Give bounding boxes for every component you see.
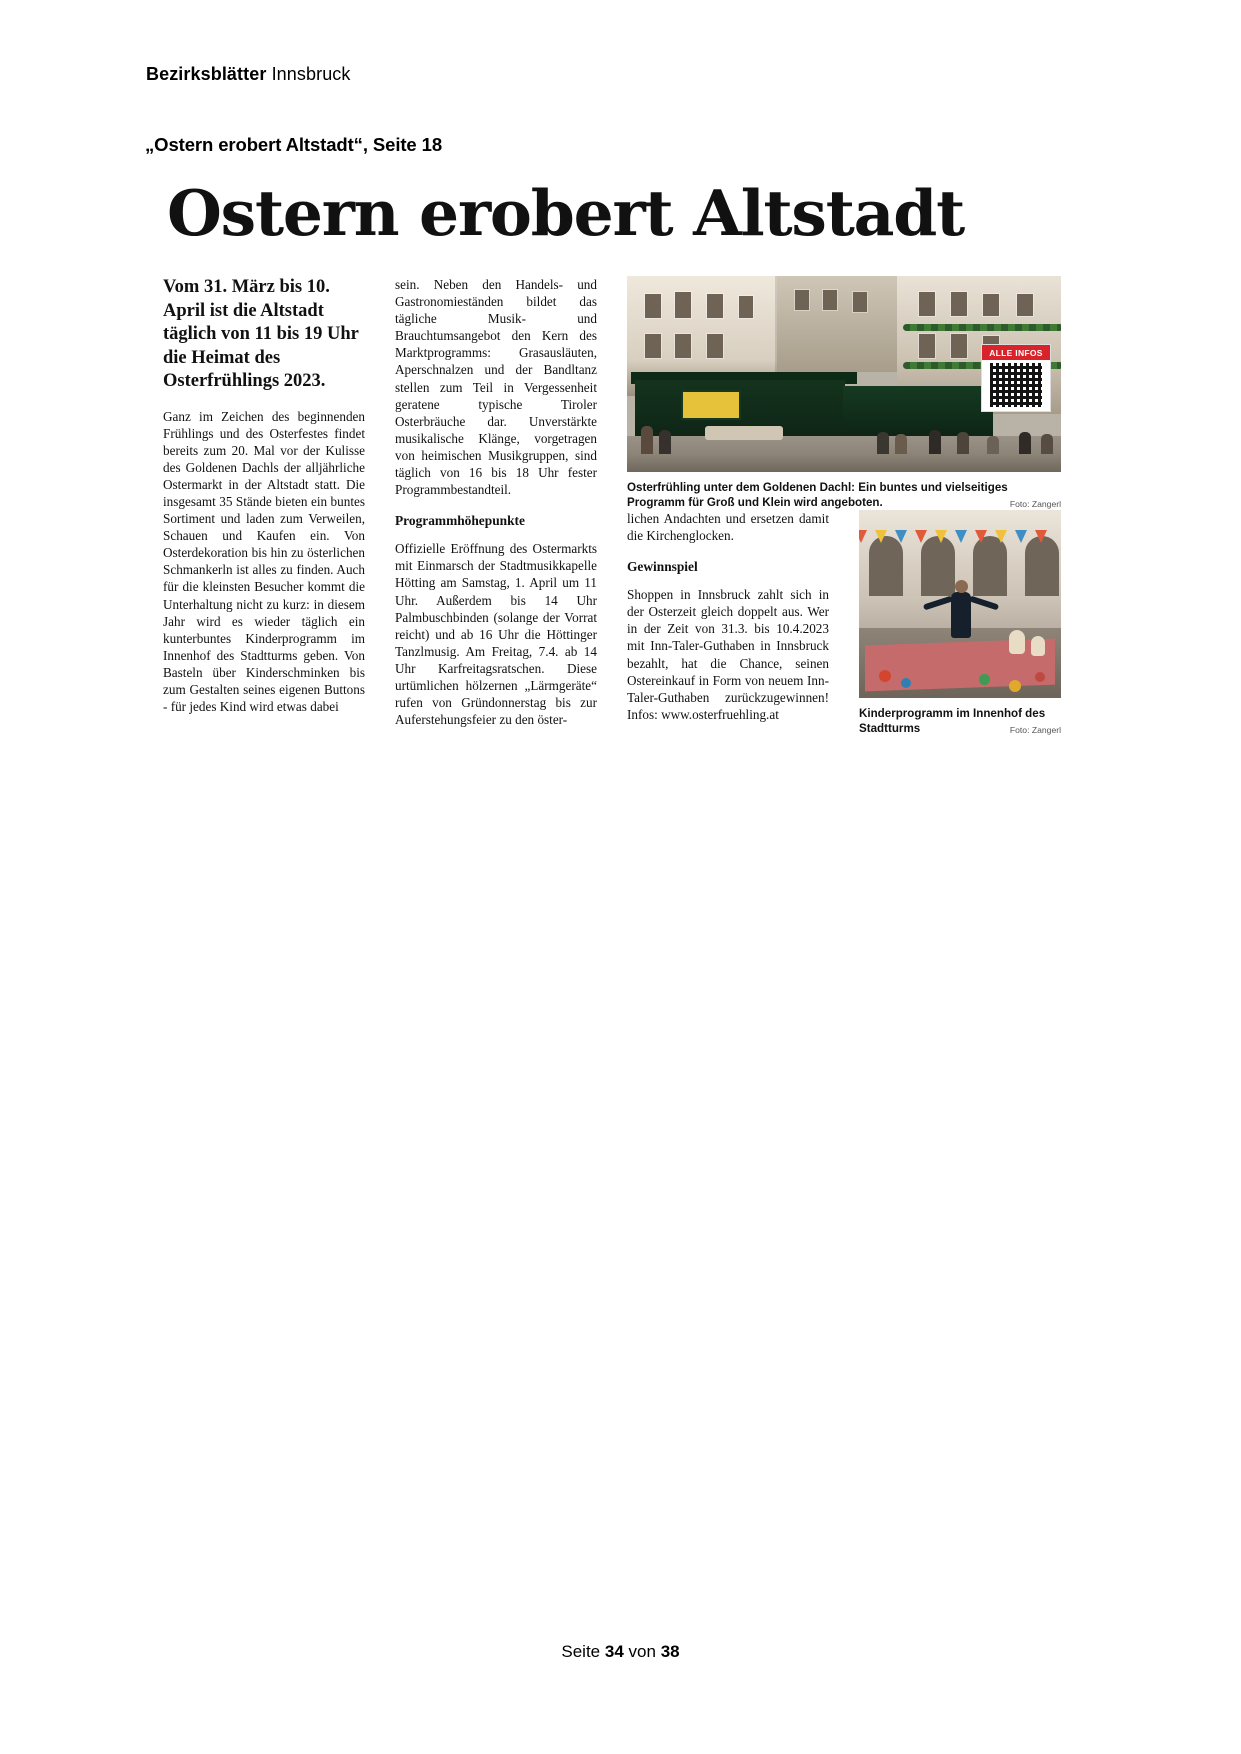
qr-code-badge[interactable]: [981, 344, 1051, 412]
article-col2-paragraph-2: Offizielle Eröffnung des Ostermarkts mit Einmarsch der Stadtmusikkapelle Hötting am Samstag, 1. April um 11 Uhr. Außerdem bis 14 Uhr Palmbuschbinden (solange der Vorrat reicht) und ab 16 Uhr die Höttinger Tanzlmusig. Am Freitag, 7.4. ab 14 Uhr Karfreitagsratschen. Diese urtümlichen hölzernen „Lärmgeräte“ rufen von Gründonnerstag bis zur Auferstehungsfeier zu den öster-: [395, 541, 597, 728]
photo-credit: Foto: Zangerl: [1009, 725, 1061, 736]
caption-text: Osterfrühling unter dem Goldenen Dachl: Ein buntes und vielseitiges Programm für Groß und Klein wird angeboten.: [627, 481, 1008, 510]
footer-prefix: Seite: [561, 1642, 601, 1661]
footer-page-number: 34: [604, 1642, 624, 1661]
photo-window: [983, 294, 999, 316]
article-column-2: [395, 276, 597, 728]
running-head-edition: Innsbruck: [271, 64, 351, 84]
footer-total-pages: 38: [660, 1642, 680, 1661]
article-column-3: [627, 510, 829, 723]
article-subhead-gewinnspiel: Gewinnspiel: [627, 559, 698, 575]
photo-window: [823, 290, 837, 310]
photo2-bunny-decoration: [1031, 636, 1045, 656]
bunting-flag: [1015, 530, 1027, 543]
article-headline: Ostern erobert Altstadt: [167, 176, 964, 250]
photo2-bunny-decoration: [1009, 630, 1025, 654]
photo-window: [645, 334, 661, 358]
bunting-flag: [875, 530, 887, 543]
photo2-person-body: [951, 592, 971, 638]
bunting-flag: [975, 530, 987, 543]
photo2-ball: [879, 670, 891, 682]
photo-window: [707, 294, 723, 318]
market-photo: [627, 276, 1061, 472]
photo2-ball: [1035, 672, 1045, 682]
bunting-flag: [915, 530, 927, 543]
photo-table: [705, 426, 783, 440]
caption-text: Kinderprogramm im Innenhof des Stadtturms: [859, 707, 1046, 736]
article-column-1: [163, 276, 365, 715]
photo-garland: [903, 324, 1061, 331]
photo2-ball: [979, 674, 990, 685]
article-col1-paragraph: Ganz im Zeichen des beginnenden Frühlings und des Osterfestes findet bereits zum 20. Mal vor der Kulisse des Goldenen Dachls der alljährliche Ostermarkt in der Altstadt statt. Die insgesamt 35 Stände bieten ein buntes Sortiment und laden zum Verweilen, Schauen und Kaufen ein. Von Osterdekoration bis hin zu österlichen Schmankerln ist alles zu finden. Auch für die kleinsten Besucher kommt die Unterhaltung nicht zu kurz: in diesem Jahr wird es wieder täglich ein kunterbuntes Kinderprogramm im Innenhof des Stadtturms geben. Von Basteln über Kinderschminken bis zum Gestalten seines eigenen Buttons - für jedes Kind wird etwas dabei: [163, 408, 365, 715]
article-subhead-programm: Programmhöhepunkte: [395, 513, 525, 529]
article-lede: Vom 31. März bis 10. April ist die Altstadt täglich von 11 bis 19 Uhr die Heimat des Osterfrühlings 2023.: [163, 277, 359, 391]
bunting-flag: [895, 530, 907, 543]
photo-credit: Foto: Zangerl: [1009, 499, 1061, 510]
clipping-title: „Ostern erobert Altstadt“, Seite 18: [145, 134, 443, 155]
bunting-flag: [995, 530, 1007, 543]
kids-photo-caption: [859, 706, 1061, 739]
photo2-ball: [901, 678, 911, 688]
bunting-flag: [859, 530, 867, 543]
bunting-flag: [935, 530, 947, 543]
photo-window: [1017, 294, 1033, 316]
photo-window: [675, 334, 691, 358]
running-head-brand: Bezirksblätter: [146, 64, 267, 84]
photo-window: [795, 290, 809, 310]
photo-stall-sign: [681, 390, 741, 420]
photo-window: [919, 292, 935, 316]
qr-label: ALLE INFOS: [982, 345, 1050, 360]
running-head: [146, 64, 351, 85]
article-col3-paragraph-2: Shoppen in Innsbruck zahlt sich in der Osterzeit gleich doppelt aus. Wer in der Zeit von 31.3. bis 10.4.2023 mit Inn-Taler-Guthaben in Innsbruck bezahlt, hat die Chance, seinen Ostereinkauf in Form von neuem Inn-Taler-Guthaben zurückzugewinnen! Infos: www.osterfruehling.at: [627, 587, 829, 722]
photo-window: [645, 294, 661, 318]
footer-middle: von: [628, 1642, 656, 1661]
photo-window: [739, 296, 753, 318]
photo-window: [919, 334, 935, 358]
photo2-ball: [1009, 680, 1021, 692]
photo-window: [951, 334, 967, 358]
kids-programme-photo: [859, 510, 1061, 698]
photo2-carpet: [865, 639, 1055, 692]
photo-foreground: [627, 454, 1061, 472]
photo-window: [853, 292, 867, 312]
photo2-person-head: [955, 580, 968, 593]
article-col3-paragraph-1: lichen Andachten und ersetzen damit die Kirchenglocken.: [627, 511, 829, 544]
photo-stall-right: [843, 386, 993, 438]
photo2-bunting: [859, 530, 1061, 546]
bunting-flag: [1035, 530, 1047, 543]
page-footer: [0, 1642, 1241, 1662]
bunting-flag: [955, 530, 967, 543]
photo-window: [951, 292, 967, 316]
photo-window: [707, 334, 723, 358]
newspaper-clipping: [155, 176, 1085, 740]
photo-window: [675, 292, 691, 318]
qr-code-icon: [990, 363, 1042, 407]
market-photo-caption: [627, 480, 1061, 513]
article-col2-paragraph-1: sein. Neben den Handels- und Gastronomieständen bildet das tägliche Musik- und Brauchtumsangebot den Kern des Marktprogramms: Grasausläuten, Aperschnalzen und der Bandltanz stellen zum Teil in Vergessenheit geratene typische Tiroler Osterbräuche dar. Unverstärkte musikalische Klänge, vorgetragen von heimischen Musikgruppen, sind täglich von 16 bis 18 Uhr fester Programmbestandteil.: [395, 277, 597, 498]
